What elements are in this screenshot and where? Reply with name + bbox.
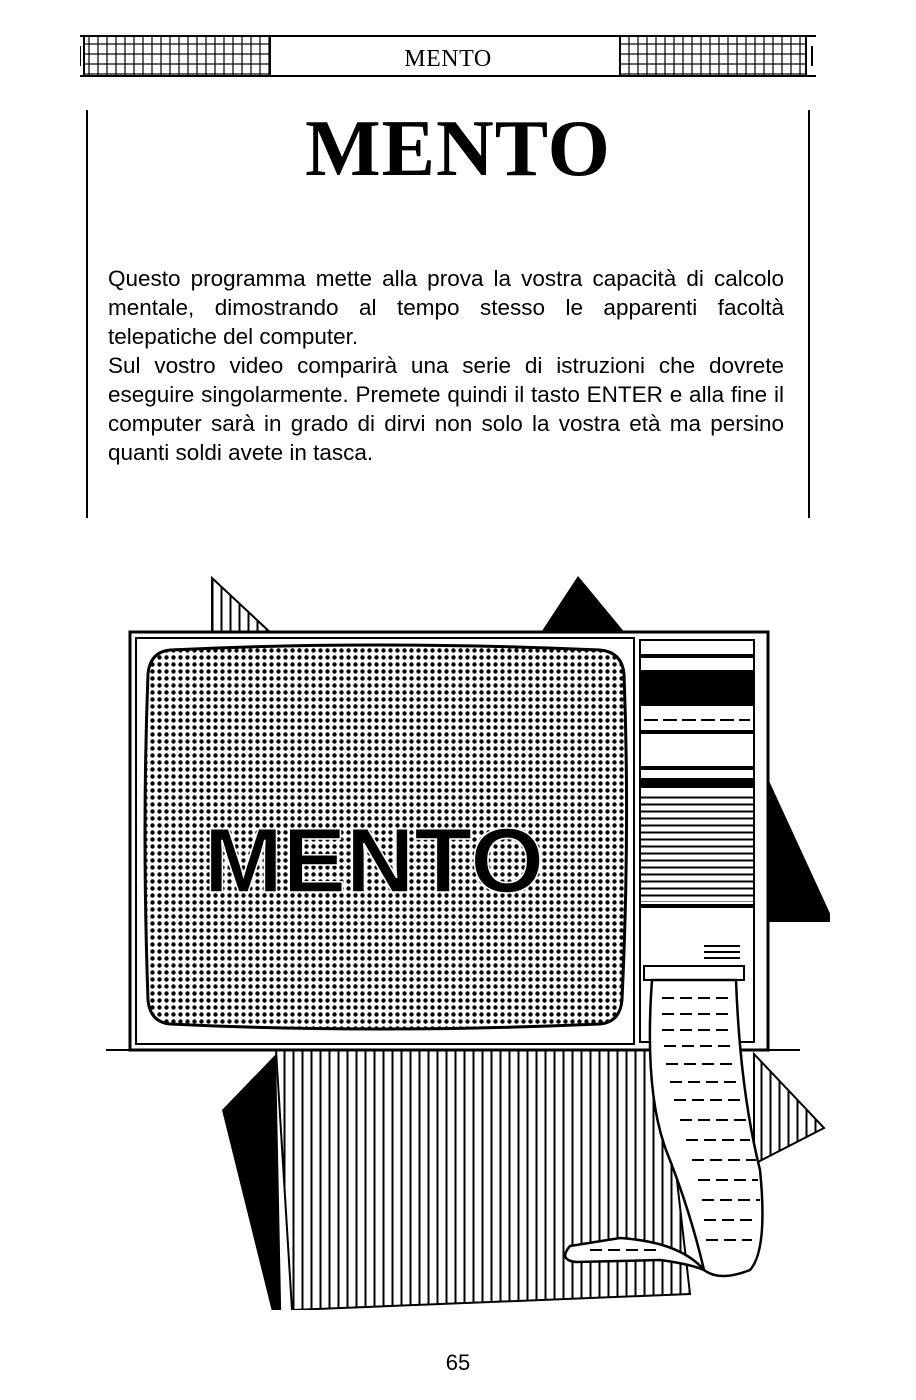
paragraph-2: Sul vostro video comparirà una serie di istruzioni che dovrete eseguire singolarmente. Premete quindi il tasto ENTER e alla fine il computer sarà in grado di dirvi non solo la vostra età ma persino quanti soldi avete in tasca. [108,353,784,465]
tv-illustration [100,570,830,1310]
black-triangle-right [764,770,830,922]
black-triangle-top-right [540,576,626,634]
description [108,264,784,467]
screen-text: MENTO [204,810,544,912]
header-title: MENTO [404,46,492,72]
page-title: MENTO [305,105,611,193]
striped-triangle-bottom-right [754,1054,824,1164]
striped-floor-triangle [276,1050,690,1310]
striped-triangle-top-left [212,578,272,634]
page-number: 65 [445,1350,471,1375]
running-header [80,34,816,78]
paragraph-1: Questo programma mette alla prova la vostra capacità di calcolo mentale, dimostrando al tempo stesso le apparenti facoltà telepatiche del computer. [108,266,784,349]
printer-slot [644,966,744,980]
black-triangle-bottom-left [222,1054,282,1310]
